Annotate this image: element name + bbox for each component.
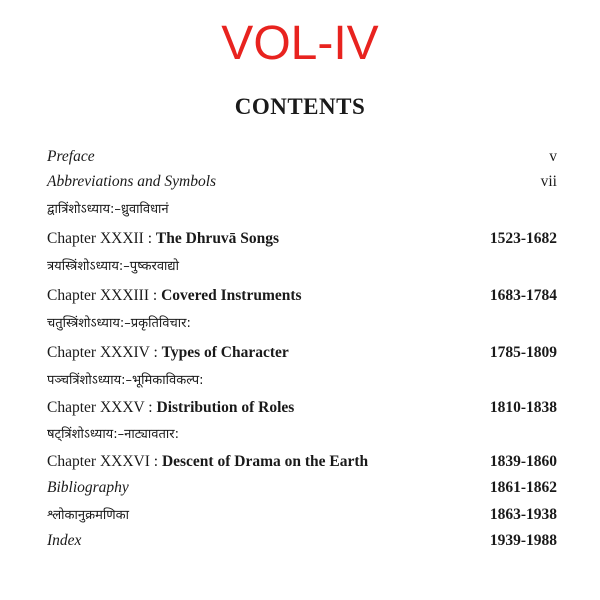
toc-entry-title: श्लोकानुक्रमणिका bbox=[47, 508, 129, 523]
toc-entry-title: Preface bbox=[47, 148, 95, 165]
chapter-title: The Dhruvā Songs bbox=[155, 230, 280, 247]
toc-row-chapter bbox=[47, 227, 557, 251]
toc-entry-page: 1839-1860 bbox=[489, 453, 557, 470]
toc-entry-page: 1863-1938 bbox=[489, 506, 557, 523]
toc-entry-page: 1939-1988 bbox=[489, 532, 557, 549]
toc-row-bibliography bbox=[47, 476, 557, 500]
chapter-title: Descent of Drama on the Earth bbox=[161, 453, 369, 470]
sanskrit-chapter-heading: त्रयस्त्रिंशोऽध्याय:–पुष्करवाद्यो bbox=[47, 259, 179, 274]
sanskrit-chapter-heading: पञ्चत्रिंशोऽध्याय:–भूमिकाविकल्प: bbox=[47, 373, 204, 388]
chapter-number: Chapter XXXIV : bbox=[47, 344, 158, 361]
toc-row-sanskrit-heading bbox=[47, 198, 557, 222]
toc-entry-page: 1523-1682 bbox=[489, 230, 557, 247]
toc-row-shlokanukramanika bbox=[47, 503, 557, 527]
toc-entry-title: Index bbox=[47, 532, 82, 549]
toc-entry-page: 1785-1809 bbox=[489, 344, 557, 361]
volume-label: VOL-IV bbox=[221, 17, 379, 70]
chapter-number: Chapter XXXV : bbox=[47, 399, 153, 416]
chapter-number: Chapter XXXIII : bbox=[47, 287, 158, 304]
toc-entry-title: Abbreviations and Symbols bbox=[47, 173, 217, 190]
chapter-title: Covered Instruments bbox=[161, 287, 302, 304]
toc-entry-page: 1810-1838 bbox=[489, 399, 557, 416]
toc-row-preface bbox=[47, 145, 557, 169]
contents-heading: CONTENTS bbox=[234, 94, 366, 119]
toc-row-chapter bbox=[47, 341, 557, 365]
sanskrit-chapter-heading: द्वात्रिंशोऽध्याय:–ध्रुवाविधानं bbox=[47, 202, 169, 217]
toc-row-sanskrit-heading bbox=[47, 312, 557, 336]
chapter-title: Types of Character bbox=[161, 344, 289, 361]
chapter-title: Distribution of Roles bbox=[156, 399, 295, 416]
toc-entry-page: 1861-1862 bbox=[489, 479, 557, 496]
toc-row-sanskrit-heading bbox=[47, 369, 557, 393]
toc-row-chapter bbox=[47, 450, 557, 474]
toc-row-sanskrit-heading bbox=[47, 255, 557, 279]
sanskrit-chapter-heading: चतुस्त्रिंशोऽध्याय:–प्रकृतिविचार: bbox=[47, 316, 191, 331]
sanskrit-chapter-heading: षट्त्रिंशोऽध्याय:–नाट्यावतार: bbox=[47, 427, 179, 442]
toc-row-chapter bbox=[47, 396, 557, 420]
chapter-number: Chapter XXXII : bbox=[47, 230, 153, 247]
toc-entry-page: vii bbox=[540, 173, 557, 190]
chapter-number: Chapter XXXVI : bbox=[47, 453, 159, 470]
toc-row-index bbox=[47, 529, 557, 553]
toc-row-sanskrit-heading bbox=[47, 423, 557, 447]
toc-entry-title: Bibliography bbox=[47, 479, 129, 496]
toc-row-chapter bbox=[47, 284, 557, 308]
toc-entry-page: v bbox=[549, 148, 557, 165]
toc-row-abbreviations bbox=[47, 170, 557, 194]
toc-entry-page: 1683-1784 bbox=[489, 287, 557, 304]
